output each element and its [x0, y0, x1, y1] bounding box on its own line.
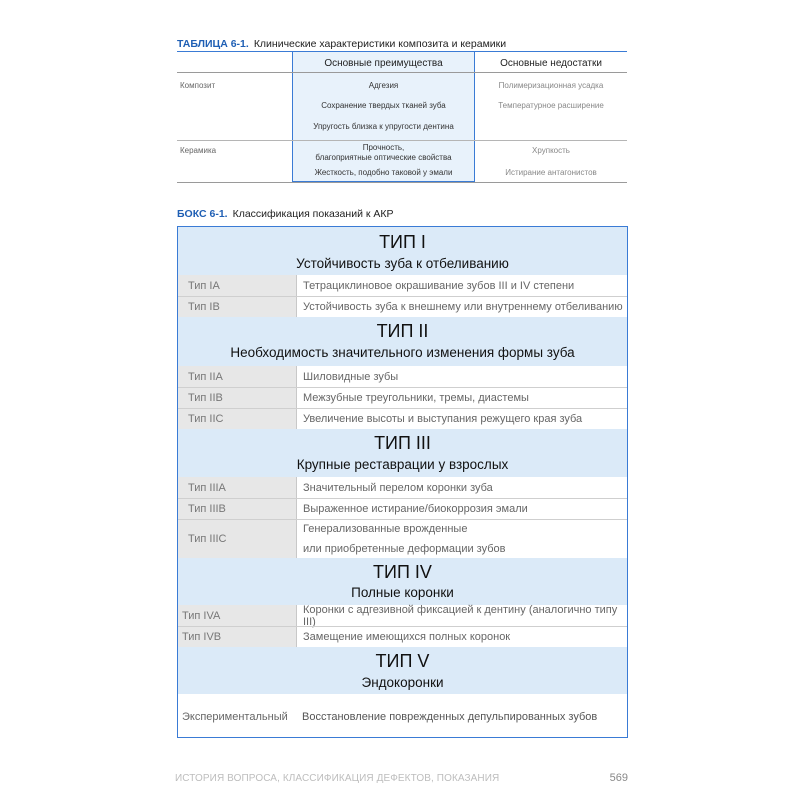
box-title: Классификация показаний к АКР — [232, 208, 394, 220]
box-label: БОКС 6-1. — [177, 208, 228, 220]
type-ivb-code: Тип IVB — [178, 626, 296, 647]
composite-advantage-3: Упругость близка к упругости дентина — [313, 122, 454, 131]
box-6-1-caption — [177, 208, 393, 220]
row-divider — [178, 519, 627, 520]
type-iva-code: Тип IVA — [178, 605, 296, 626]
header-disadvantages: Основные недостатки — [500, 58, 602, 69]
type-ia-code: Тип IA — [178, 275, 296, 296]
type-iiib-description: Выраженное истирание/биокоррозия эмали — [296, 498, 627, 519]
composite-disadvantage-1: Полимеризационная усадка — [498, 81, 604, 90]
type-iic-code: Тип IIC — [178, 408, 296, 429]
type-iva-description: Коронки с адгезивной фиксацией к дентину (аналогично типу III) — [296, 605, 627, 626]
row-material-ceramic: Керамика — [180, 146, 217, 155]
row-divider — [178, 387, 627, 388]
row-separator — [177, 140, 627, 141]
table-title: Клинические характеристики композита и керамики — [253, 38, 507, 50]
page-number: 569 — [609, 772, 628, 784]
type-iv-subtitle: Полные коронки — [351, 585, 454, 600]
row-divider — [178, 498, 627, 499]
table-6-1-caption — [177, 38, 506, 50]
type-iib-code: Тип IIB — [178, 387, 296, 408]
ceramic-disadvantage-1: Хрупкость — [532, 146, 570, 155]
type-iia-description: Шиловидные зубы — [296, 366, 627, 387]
type-iiic-description — [296, 519, 627, 558]
type-i-title: ТИП I — [379, 232, 426, 252]
header-rule — [177, 72, 627, 73]
type-iv-title: ТИП IV — [373, 562, 432, 582]
type-iic-description: Увеличение высоты и выступания режущего края зуба — [296, 408, 627, 429]
type-iii-title: ТИП III — [374, 433, 431, 453]
composite-disadvantage-2: Температурное расширение — [498, 101, 604, 110]
type-iiic-line-1: Генерализованные врожденные — [303, 522, 468, 535]
type-iiic-code: Тип IIIC — [178, 519, 296, 558]
type-ii-subtitle: Необходимость значительного изменения формы зуба — [230, 345, 575, 360]
type-v-title: ТИП V — [375, 651, 430, 671]
ceramic-advantage-1: Прочность, благоприятные оптические свойства — [315, 143, 452, 162]
type-iiia-description: Значительный перелом коронки зуба — [296, 477, 627, 498]
type-v-code: Экспериментальный — [182, 710, 288, 723]
row-divider — [178, 296, 627, 297]
type-iii-subtitle: Крупные реставрации у взрослых — [296, 457, 509, 472]
type-i-subtitle: Устойчивость зуба к отбеливанию — [296, 256, 509, 271]
type-ia-description: Тетрациклиновое окрашивание зубов III и IV степени — [296, 275, 627, 296]
row-divider — [178, 626, 627, 627]
type-ivb-description: Замещение имеющихся полных коронок — [296, 626, 627, 647]
type-iiia-code: Тип IIIA — [178, 477, 296, 498]
table-label: ТАБЛИЦА 6-1. — [177, 38, 249, 50]
ceramic-disadvantage-2: Истирание антагонистов — [505, 168, 597, 177]
composite-advantage-1: Адгезия — [368, 81, 399, 90]
running-title: ИСТОРИЯ ВОПРОСА, КЛАССИФИКАЦИЯ ДЕФЕКТОВ, ПОКАЗАНИЯ — [175, 773, 500, 784]
table-bottom-rule — [177, 182, 627, 183]
header-advantages: Основные преимущества — [324, 58, 443, 69]
type-ib-code: Тип IB — [178, 296, 296, 317]
type-iiib-code: Тип IIIB — [178, 498, 296, 519]
type-v-subtitle: Эндокоронки — [361, 675, 444, 690]
ceramic-advantage-2: Жесткость, подобно таковой у эмали — [314, 168, 453, 177]
type-iib-description: Межзубные треугольники, тремы, диастемы — [296, 387, 627, 408]
type-iia-code: Тип IIA — [178, 366, 296, 387]
row-material-composite: Композит — [180, 81, 216, 90]
composite-advantage-2: Сохранение твердых тканей зуба — [321, 101, 446, 110]
type-ii-title: ТИП II — [376, 321, 429, 341]
type-iiic-line-2: или приобретенные деформации зубов — [303, 542, 506, 555]
row-divider — [178, 408, 627, 409]
type-ib-description: Устойчивость зуба к внешнему или внутреннему отбеливанию — [296, 296, 627, 317]
type-v-description: Восстановление поврежденных депульпированных зубов — [302, 710, 598, 723]
